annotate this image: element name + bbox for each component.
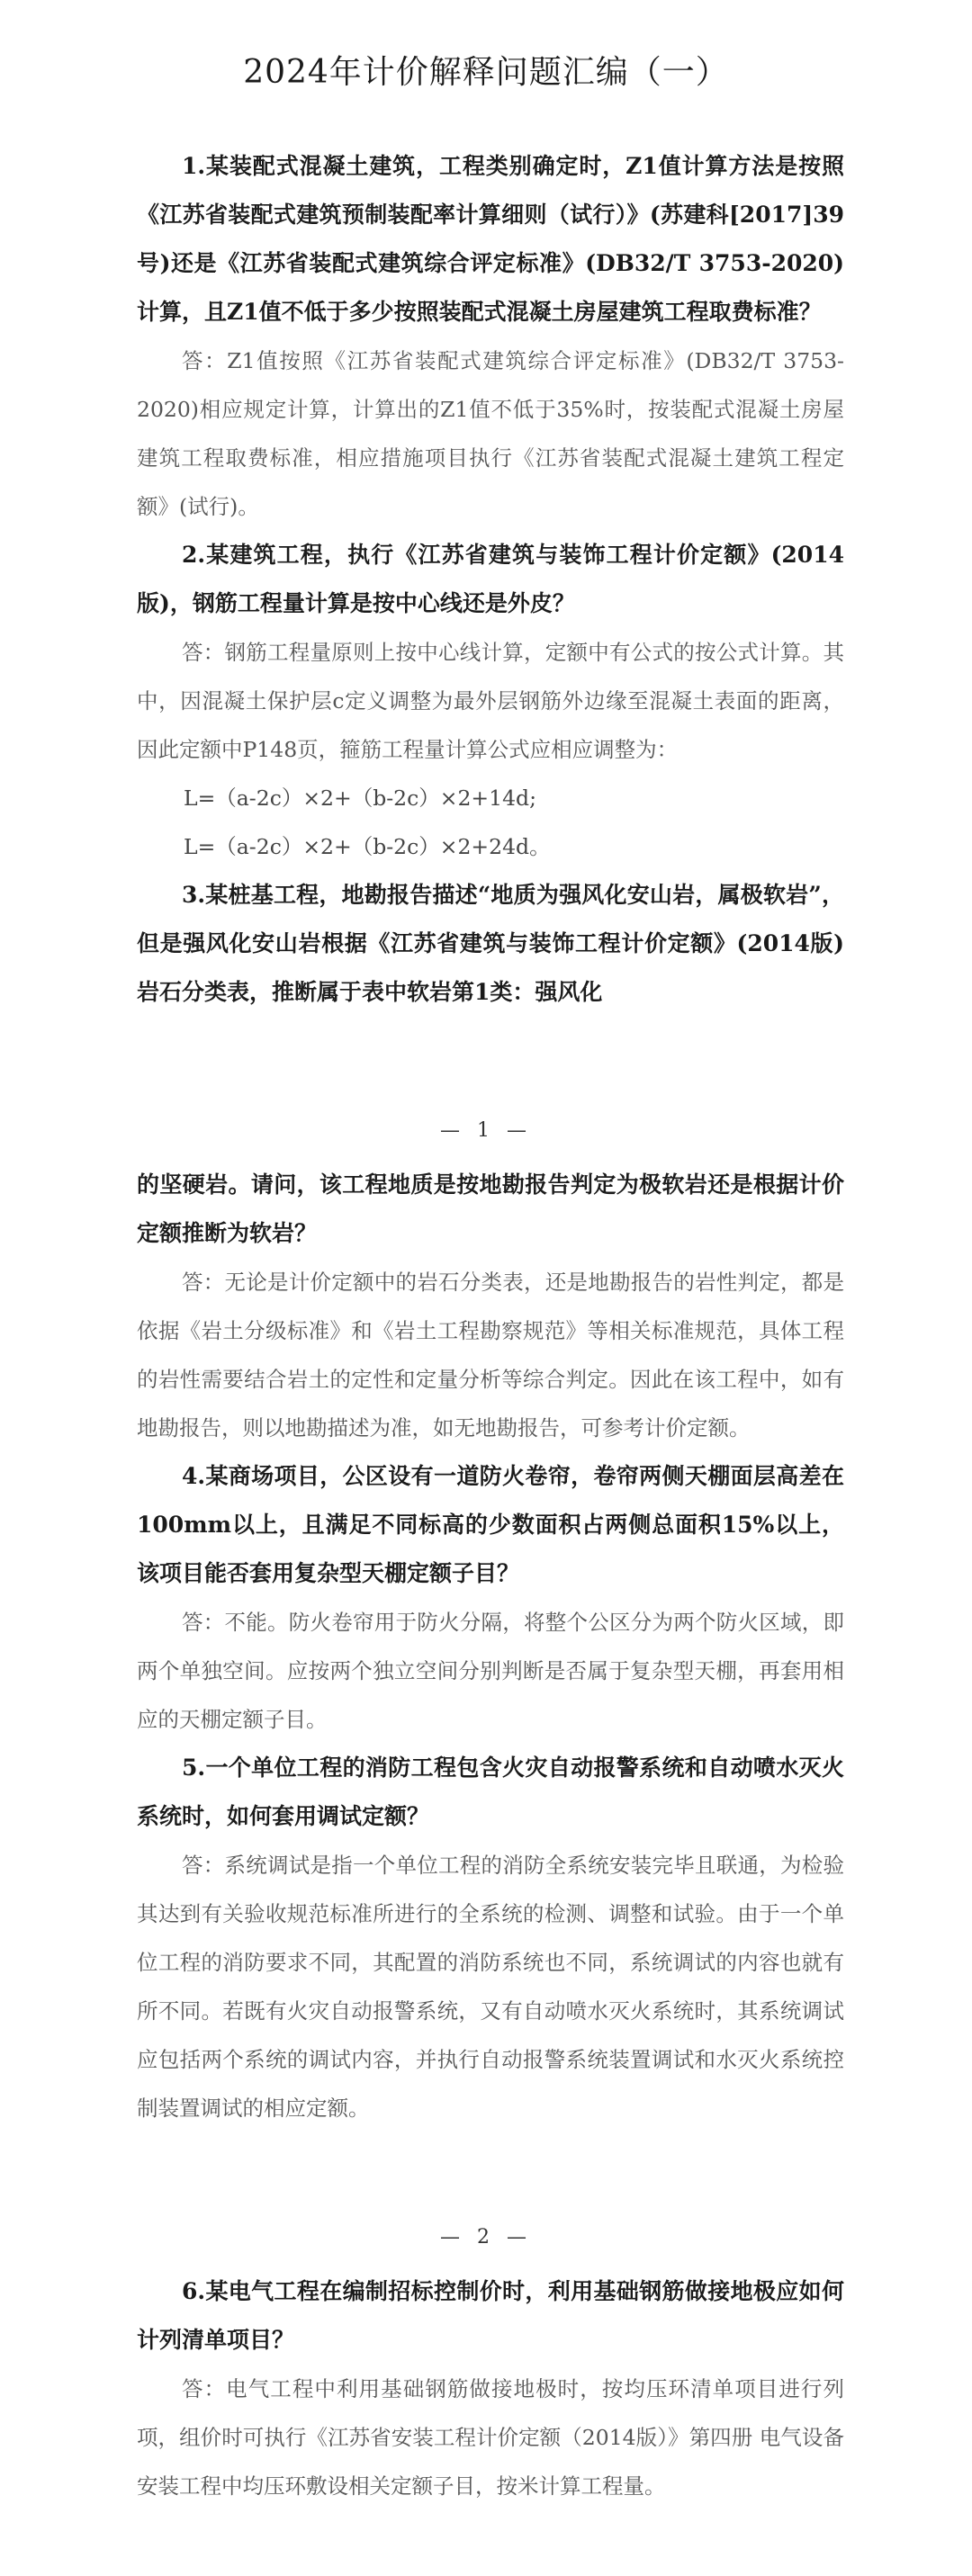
question-1: 1.某装配式混凝土建筑，工程类别确定时，Z1值计算方法是按照《江苏省装配式建筑预制装配率计算细则（试行）》(苏建科[2017]39号)还是《江苏省装配式建筑综合评定标准》(DB32/T 3753-2020)计算，且Z1值不低于多少按照装配式混凝土房屋建筑工程取费标准？: [137, 153, 844, 325]
page-3-body: [137, 2267, 844, 2510]
page-number-1: — 1 —: [440, 1119, 532, 1142]
answer-1: 答：Z1值按照《江苏省装配式建筑综合评定标准》(DB32/T 3753-2020)相应规定计算，计算出的Z1值不低于35%时，按装配式混凝土房屋建筑工程取费标准，相应措施项目执行《江苏省装配式混凝土建筑工程定额》(试行)。: [137, 348, 844, 519]
formula-2: L=（a-2c）×2+（b-2c）×2+24d。: [184, 834, 551, 859]
answer-3: 答：无论是计价定额中的岩石分类表，还是地勘报告的岩性判定，都是依据《岩土分级标准》和《岩土工程勘察规范》等相关标准规范，具体工程的岩性需要结合岩土的定性和定量分析等综合判定。因此在该工程中，如有地勘报告，则以地勘描述为准，如无地勘报告，可参考计价定额。: [137, 1270, 844, 1441]
question-3-continued: 的坚硬岩。请问，该工程地质是按地勘报告判定为极软岩还是根据计价定额推断为软岩？: [137, 1171, 844, 1246]
page-1-body: [137, 142, 844, 1017]
answer-2: 答：钢筋工程量原则上按中心线计算，定额中有公式的按公式计算。其中，因混凝土保护层c定义调整为最外层钢筋外边缘至混凝土表面的距离，因此定额中P148页，箍筋工程量计算公式应相应调整为：: [137, 640, 844, 762]
formula-1: L=（a-2c）×2+（b-2c）×2+14d;: [184, 785, 536, 811]
page-2-body: [137, 1161, 844, 2132]
page-number-2: — 2 —: [440, 2226, 532, 2248]
answer-5: 答：系统调试是指一个单位工程的消防全系统安装完毕且联通，为检验其达到有关验收规范标准所进行的全系统的检测、调整和试验。由于一个单位工程的消防要求不同，其配置的消防系统也不同，系统调试的内容也就有所不同。若既有火灾自动报警系统，又有自动喷水灭火系统时，其系统调试应包括两个系统的调试内容，并执行自动报警系统装置调试和水灭火系统控制装置调试的相应定额。: [137, 1853, 844, 2121]
question-4: 4.某商场项目，公区设有一道防火卷帘，卷帘两侧天棚面层高差在100mm以上，且满足不同标高的少数面积占两侧总面积15%以上，该项目能否套用复杂型天棚定额子目？: [137, 1463, 844, 1586]
question-3: 3.某桩基工程，地勘报告描述“地质为强风化安山岩，属极软岩”，但是强风化安山岩根据《江苏省建筑与装饰工程计价定额》(2014版)岩石分类表，推断属于表中软岩第1类：强风化: [137, 882, 844, 1005]
question-6: 6.某电气工程在编制招标控制价时，利用基础钢筋做接地极应如何计列清单项目？: [137, 2278, 844, 2353]
answer-6: 答：电气工程中利用基础钢筋做接地极时，按均压环清单项目进行列项，组价时可执行《江苏省安装工程计价定额（2014版）》第四册 电气设备安装工程中均压环敷设相关定额子目，按米计算工程量。: [137, 2376, 844, 2499]
document-title: 2024年计价解释问题汇编（一）: [243, 54, 729, 91]
question-5: 5.一个单位工程的消防工程包含火灾自动报警系统和自动喷水灭火系统时，如何套用调试定额？: [137, 1755, 844, 1829]
answer-4: 答：不能。防火卷帘用于防火分隔，将整个公区分为两个防火区域，即两个单独空间。应按两个独立空间分别判断是否属于复杂型天棚，再套用相应的天棚定额子目。: [137, 1610, 844, 1732]
question-2: 2.某建筑工程，执行《江苏省建筑与装饰工程计价定额》(2014版)，钢筋工程量计算是按中心线还是外皮？: [137, 542, 844, 616]
